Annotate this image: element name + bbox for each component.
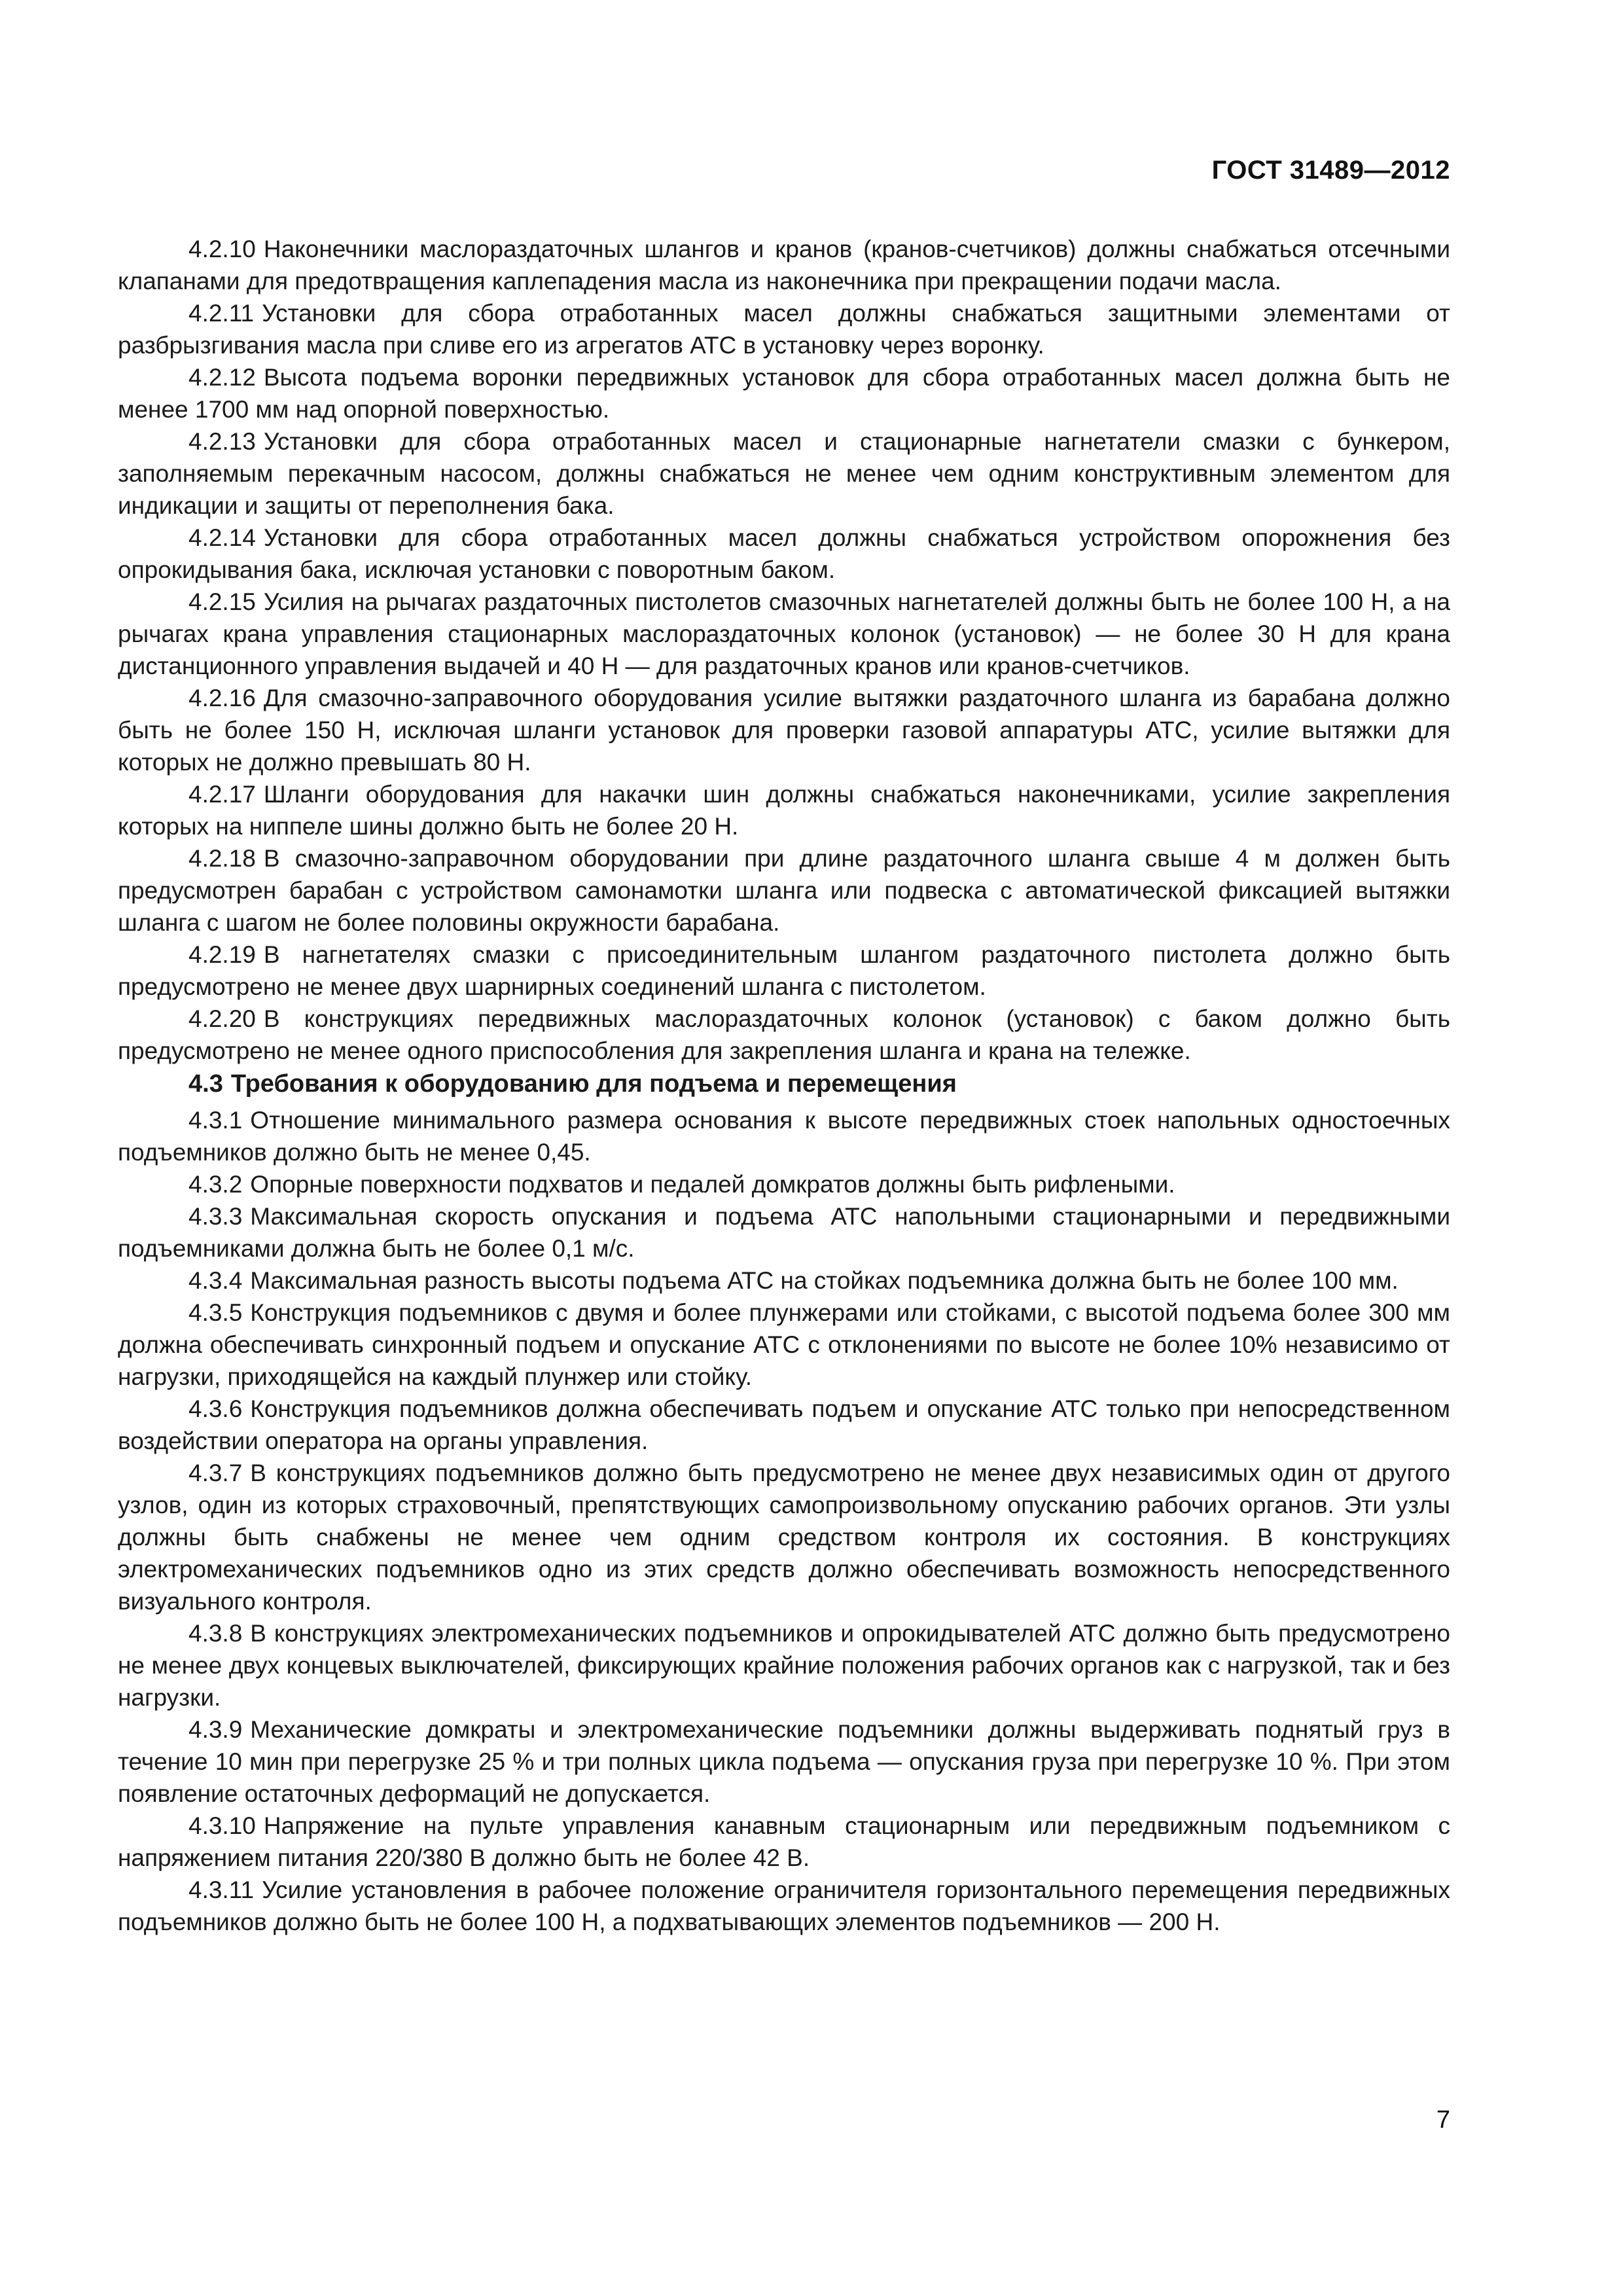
clause-text: Опорные поверхности подхватов и педалей домкратов должны быть рифлеными. bbox=[250, 1171, 1175, 1198]
clause-paragraph bbox=[118, 842, 1450, 939]
clause-number: 4.2.15 bbox=[188, 588, 256, 615]
clause-number: 4.2.19 bbox=[188, 941, 256, 968]
clause-text: Шланги оборудования для накачки шин должны снабжаться наконечниками, усилие закрепления которых на ниппеле шины должно быть не более 20 Н. bbox=[118, 781, 1450, 840]
section-heading-text: Требования к оборудованию для подъема и перемещения bbox=[230, 1070, 957, 1098]
clause-number: 4.3.9 bbox=[188, 1716, 243, 1743]
clause-number: 4.3.5 bbox=[188, 1299, 243, 1326]
clause-paragraph bbox=[118, 233, 1450, 297]
clause-number: 4.2.18 bbox=[188, 845, 256, 872]
clause-text: В смазочно-заправочном оборудовании при длине раздаточного шланга свыше 4 м должен быть предусмотрен барабан с устройством самонамотки шланга или подвеска с автоматической фиксацией вытяжки шланга с шагом не более половины окружности барабана. bbox=[118, 845, 1450, 936]
clause-number: 4.3.8 bbox=[188, 1620, 243, 1647]
clause-number: 4.2.10 bbox=[188, 236, 256, 262]
clause-paragraph bbox=[118, 1168, 1450, 1200]
clause-number: 4.3.4 bbox=[188, 1267, 243, 1294]
document-body bbox=[118, 233, 1450, 1938]
clause-text: Установки для сбора отработанных масел должны снабжаться защитными элементами от разбрызгивания масла при сливе его из агрегатов АТС в установку через воронку. bbox=[118, 300, 1450, 359]
clause-text: В конструкциях передвижных маслораздаточных колонок (установок) с баком должно быть предусмотрено не менее одного приспособления для закрепления шланга и крана на тележке. bbox=[118, 1005, 1450, 1064]
clause-number: 4.3.1 bbox=[188, 1107, 243, 1134]
clause-number: 4.3.11 bbox=[188, 1876, 255, 1903]
clause-paragraph bbox=[118, 1003, 1450, 1067]
clause-text: В конструкциях подъемников должно быть предусмотрено не менее двух независимых один от другого узлов, один из которых страховочный, препятствующих самопроизвольному опусканию рабочих органов. Эти узлы должны быть снабжены не менее чем одним средством контроля их состояния. В конструкциях электромеханических подъемников одно из этих средств должно обеспечивать возможность непосредственного визуального контроля. bbox=[118, 1460, 1450, 1615]
clause-text: Для смазочно-заправочного оборудования усилие вытяжки раздаточного шланга из барабана должно быть не более 150 Н, исключая шланги установок для проверки газовой аппаратуры АТС, усилие вытяжки для которых не должно превышать 80 Н. bbox=[118, 685, 1450, 776]
clause-text: Усилия на рычагах раздаточных пистолетов смазочных нагнетателей должны быть не более 100 Н, а на рычагах крана управления стационарных маслораздаточных колонок (установок) — не более 30 Н для крана дистанционного управления выдачей и 40 Н — для раздаточных кранов или кранов-счетчиков. bbox=[118, 588, 1450, 679]
clause-text: Максимальная скорость опускания и подъема АТС напольными стационарными и передвижными подъемниками должна быть не более 0,1 м/с. bbox=[118, 1203, 1450, 1262]
clause-paragraph bbox=[118, 1810, 1450, 1874]
clause-number: 4.3.10 bbox=[188, 1812, 256, 1839]
clause-paragraph bbox=[118, 939, 1450, 1003]
clause-paragraph bbox=[118, 1874, 1450, 1938]
clause-paragraph bbox=[118, 1393, 1450, 1457]
clause-text: Высота подъема воронки передвижных установок для сбора отработанных масел должна быть не менее 1700 мм над опорной поверхностью. bbox=[118, 364, 1450, 423]
clause-number: 4.3.3 bbox=[188, 1203, 243, 1230]
clause-text: Отношение минимального размера основания к высоте передвижных стоек напольных одностоечных подъемников должно быть не менее 0,45. bbox=[118, 1107, 1450, 1166]
section-heading-4-3 bbox=[118, 1068, 1450, 1100]
clause-number: 4.2.11 bbox=[188, 300, 255, 327]
clause-paragraph bbox=[118, 1200, 1450, 1265]
clause-text: Напряжение на пульте управления канавным стационарным или передвижным подъемником с напряжением питания 220/380 В должно быть не более 42 В. bbox=[118, 1812, 1450, 1871]
clause-paragraph bbox=[118, 1713, 1450, 1810]
clause-paragraph bbox=[118, 778, 1450, 842]
clause-number: 4.2.12 bbox=[188, 364, 256, 391]
section-4-3-paragraphs bbox=[118, 1104, 1450, 1938]
clause-number: 4.2.13 bbox=[188, 428, 256, 455]
clause-paragraph bbox=[118, 1297, 1450, 1393]
clause-number: 4.2.14 bbox=[188, 524, 256, 551]
clause-text: Конструкция подъемников должна обеспечивать подъем и опускание АТС только при непосредственном воздействии оператора на органы управления. bbox=[118, 1395, 1450, 1454]
clause-text: Наконечники маслораздаточных шлангов и кранов (кранов-счетчиков) должны снабжаться отсечными клапанами для предотвращения каплепадения масла из наконечника при прекращении подачи масла. bbox=[118, 236, 1450, 295]
clause-number: 4.3.2 bbox=[188, 1171, 243, 1198]
clause-paragraph bbox=[118, 682, 1450, 778]
clause-text: Установки для сбора отработанных масел и стационарные нагнетатели смазки с бункером, заполняемым перекачным насосом, должны снабжаться не менее чем одним конструктивным элементом для индикации и защиты от переполнения бака. bbox=[118, 428, 1450, 519]
section-heading-number: 4.3 bbox=[188, 1070, 223, 1098]
clause-paragraph bbox=[118, 361, 1450, 425]
clause-text: Усилие установления в рабочее положение ограничителя горизонтального перемещения передвижных подъемников должно быть не более 100 Н, а подхватывающих элементов подъемников — 200 Н. bbox=[118, 1876, 1450, 1935]
clause-paragraph bbox=[118, 1265, 1450, 1297]
clause-number: 4.3.6 bbox=[188, 1395, 243, 1422]
clause-paragraph bbox=[118, 297, 1450, 361]
clause-text: Максимальная разность высоты подъема АТС на стойках подъемника должна быть не более 100 мм. bbox=[250, 1267, 1399, 1294]
clause-text: В нагнетателях смазки с присоединительным шлангом раздаточного пистолета должно быть предусмотрено не менее двух шарнирных соединений шланга с пистолетом. bbox=[118, 941, 1450, 1000]
clause-paragraph bbox=[118, 1457, 1450, 1617]
clause-text: В конструкциях электромеханических подъемников и опрокидывателей АТС должно быть предусмотрено не менее двух концевых выключателей, фиксирующих крайние положения рабочих органов как с нагрузкой, так и без нагрузки. bbox=[118, 1620, 1450, 1711]
clause-text: Установки для сбора отработанных масел должны снабжаться устройством опорожнения без опрокидывания бака, исключая установки с поворотным баком. bbox=[118, 524, 1450, 583]
page-number: 7 bbox=[1436, 2106, 1450, 2134]
clause-paragraph bbox=[118, 1617, 1450, 1713]
clause-paragraph bbox=[118, 425, 1450, 522]
clause-number: 4.2.16 bbox=[188, 685, 256, 711]
clause-number: 4.2.20 bbox=[188, 1005, 256, 1032]
clause-text: Механические домкраты и электромеханические подъемники должны выдерживать поднятый груз в течение 10 мин при перегрузке 25 % и три полных цикла подъема — опускания груза при перегрузке 10 %. При этом появление остаточных деформаций не допускается. bbox=[118, 1716, 1450, 1807]
clause-paragraph bbox=[118, 586, 1450, 682]
clause-text: Конструкция подъемников с двумя и более плунжерами или стойками, с высотой подъема более 300 мм должна обеспечивать синхронный подъем и опускание АТС с отклонениями по высоте не более 10% независимо от нагрузки, приходящейся на каждый плунжер или стойку. bbox=[118, 1299, 1450, 1390]
document-id-header: ГОСТ 31489—2012 bbox=[1211, 156, 1450, 185]
clause-paragraph bbox=[118, 522, 1450, 586]
clause-number: 4.3.7 bbox=[188, 1460, 243, 1486]
clause-number: 4.2.17 bbox=[188, 781, 256, 808]
clause-paragraph bbox=[118, 1104, 1450, 1168]
section-4-2-paragraphs bbox=[118, 233, 1450, 1067]
